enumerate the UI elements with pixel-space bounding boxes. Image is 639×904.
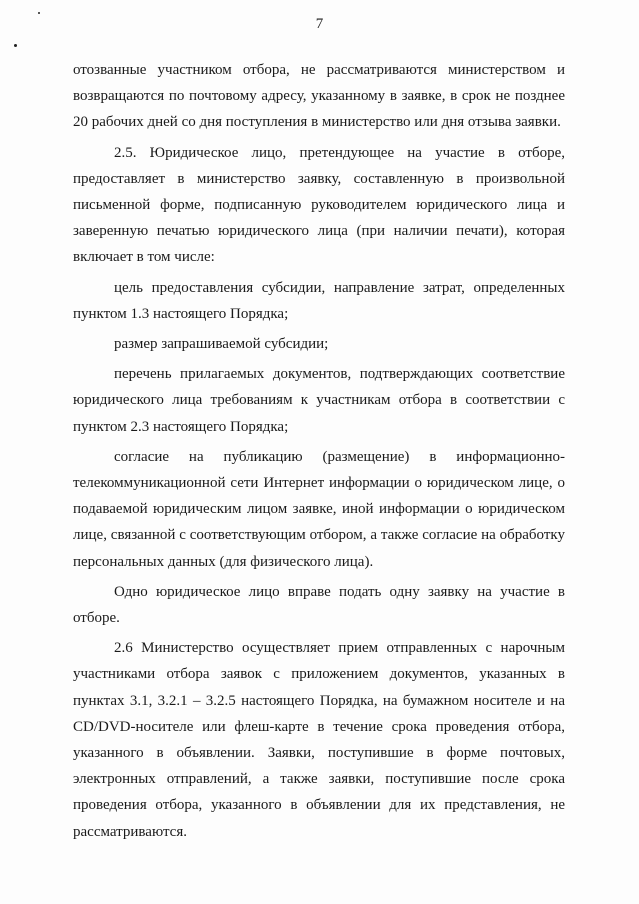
page-number: 7	[315, 16, 324, 32]
paragraph-list-item-consent: согласие на публикацию (размещение) в информационно-телекоммуникационной сети Интернет информации о юридическом лице, о подаваемой юридическим лицом заявке, иной информации о юридическом лице, связанной с соответствующим отбором, а также согласие на обработку персональных данных (для физического лица).	[73, 448, 565, 570]
paragraph-list-item-amount: размер запрашиваемой субсидии;	[114, 336, 329, 353]
paragraph-one-application: Одно юридическое лицо вправе подать одну заявку на участие в отборе.	[73, 583, 565, 627]
paragraph-continuation: отозванные участником отбора, не рассматриваются министерством и возвращаются по почтовому адресу, указанному в заявке, в срок не позднее 20 рабочих дней со дня поступления в министерство или дня отзыва заявки.	[73, 62, 565, 131]
scan-speck	[38, 12, 40, 14]
paragraph-list-item-documents: перечень прилагаемых документов, подтверждающих соответствие юридического лица требованиям к участникам отбора в соответствии с пунктом 2.3 настоящего Порядка;	[73, 366, 565, 435]
paragraph-list-item-purpose: цель предоставления субсидии, направление затрат, определенных пунктом 1.3 настоящего Порядка;	[73, 279, 565, 322]
paragraph-2-6: 2.6 Министерство осуществляет прием отправленных с нарочным участниками отбора заявок с приложением документов, указанных в пунктах 3.1, 3.2.1 – 3.2.5 настоящего Порядка, на бумажном носителе и на CD/DVD-носителе или флеш-карте в течение срока проведения отбора, указанного в объявлении. Заявки, поступившие в форме почтовых, электронных отправлений, а также заявки, поступившие после срока проведения отбора, указанного в объявлении для их представления, не рассматриваются.	[73, 640, 565, 840]
document-body	[73, 57, 565, 845]
paragraph-2-5: 2.5. Юридическое лицо, претендующее на участие в отборе, предоставляет в министерство заявку, составленную в произвольной письменной форме, подписанную руководителем юридического лица и заверенную печатью юридического лица (при наличии печати), которая включает в том числе:	[73, 144, 565, 266]
scan-speck	[14, 44, 17, 47]
